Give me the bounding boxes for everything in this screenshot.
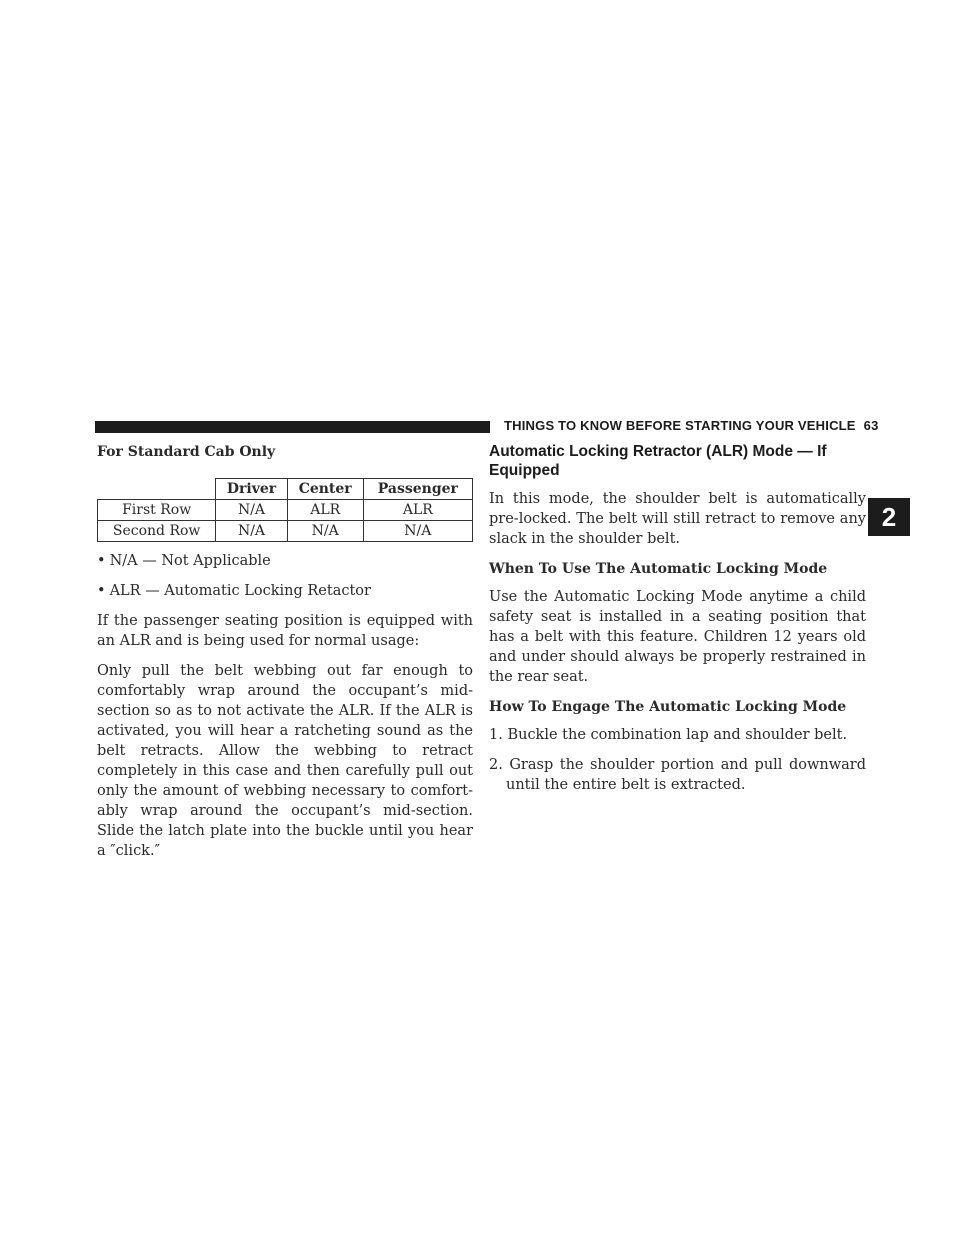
column-header: Driver xyxy=(216,479,287,500)
paragraph: Only pull the belt webbing out far enough to comfortably wrap around the occupant’s mid-section so as to not activate the ALR. If the ALR is activated, you will hear a ratcheting sound as the belt retracts. Allow the webbing to retract completely in this case and then carefully pull out only the amount of webbing necessary to comfort-ably wrap around the occupant’s mid-section. Slide the latch plate into the buckle until you hear a ″click.″ xyxy=(97,663,473,859)
table-cell: N/A xyxy=(216,500,287,521)
section-heading-alr-mode: Automatic Locking Retractor (ALR) Mode — If Equipped xyxy=(489,443,827,479)
chapter-tab: 2 xyxy=(868,498,910,536)
column-header: Passenger xyxy=(363,479,472,500)
step-item: 2. Grasp the shoulder portion and pull downward until the entire belt is extracted. xyxy=(489,757,866,793)
row-label: Second Row xyxy=(98,521,216,542)
page-number: 63 xyxy=(863,418,879,433)
paragraph: Use the Automatic Locking Mode anytime a child safety seat is installed in a seating position that has a belt with this feature. Children 12 years old and under should always be properly restrained in the rear seat. xyxy=(489,589,866,685)
right-column xyxy=(489,442,866,795)
left-column xyxy=(97,444,473,861)
header-title: THINGS TO KNOW BEFORE STARTING YOUR VEHICLE xyxy=(504,418,856,433)
paragraph: If the passenger seating position is equipped with an ALR and is being used for normal usage: xyxy=(97,613,473,649)
table-cell: ALR xyxy=(287,500,363,521)
table-row xyxy=(98,500,473,521)
paragraph: In this mode, the shoulder belt is automatically pre-locked. The belt will still retract to remove any slack in the shoulder belt. xyxy=(489,491,866,547)
table-corner-cell xyxy=(98,479,216,500)
table-header-row xyxy=(98,479,473,500)
table-row xyxy=(98,521,473,542)
bullet-item: • N/A — Not Applicable xyxy=(97,551,473,571)
header-rule xyxy=(95,421,490,433)
step-item: 1. Buckle the combination lap and shoulder belt. xyxy=(489,727,848,743)
seating-table xyxy=(97,478,473,542)
section-heading-standard-cab: For Standard Cab Only xyxy=(97,444,276,460)
table-cell: N/A xyxy=(287,521,363,542)
table-cell: N/A xyxy=(216,521,287,542)
subheading-how-to-engage: How To Engage The Automatic Locking Mode xyxy=(489,699,847,715)
column-header: Center xyxy=(287,479,363,500)
running-header xyxy=(504,418,879,433)
table-cell: ALR xyxy=(363,500,472,521)
bullet-item: • ALR — Automatic Locking Retactor xyxy=(97,581,473,601)
table-cell: N/A xyxy=(363,521,472,542)
subheading-when-to-use: When To Use The Automatic Locking Mode xyxy=(489,561,828,577)
row-label: First Row xyxy=(98,500,216,521)
